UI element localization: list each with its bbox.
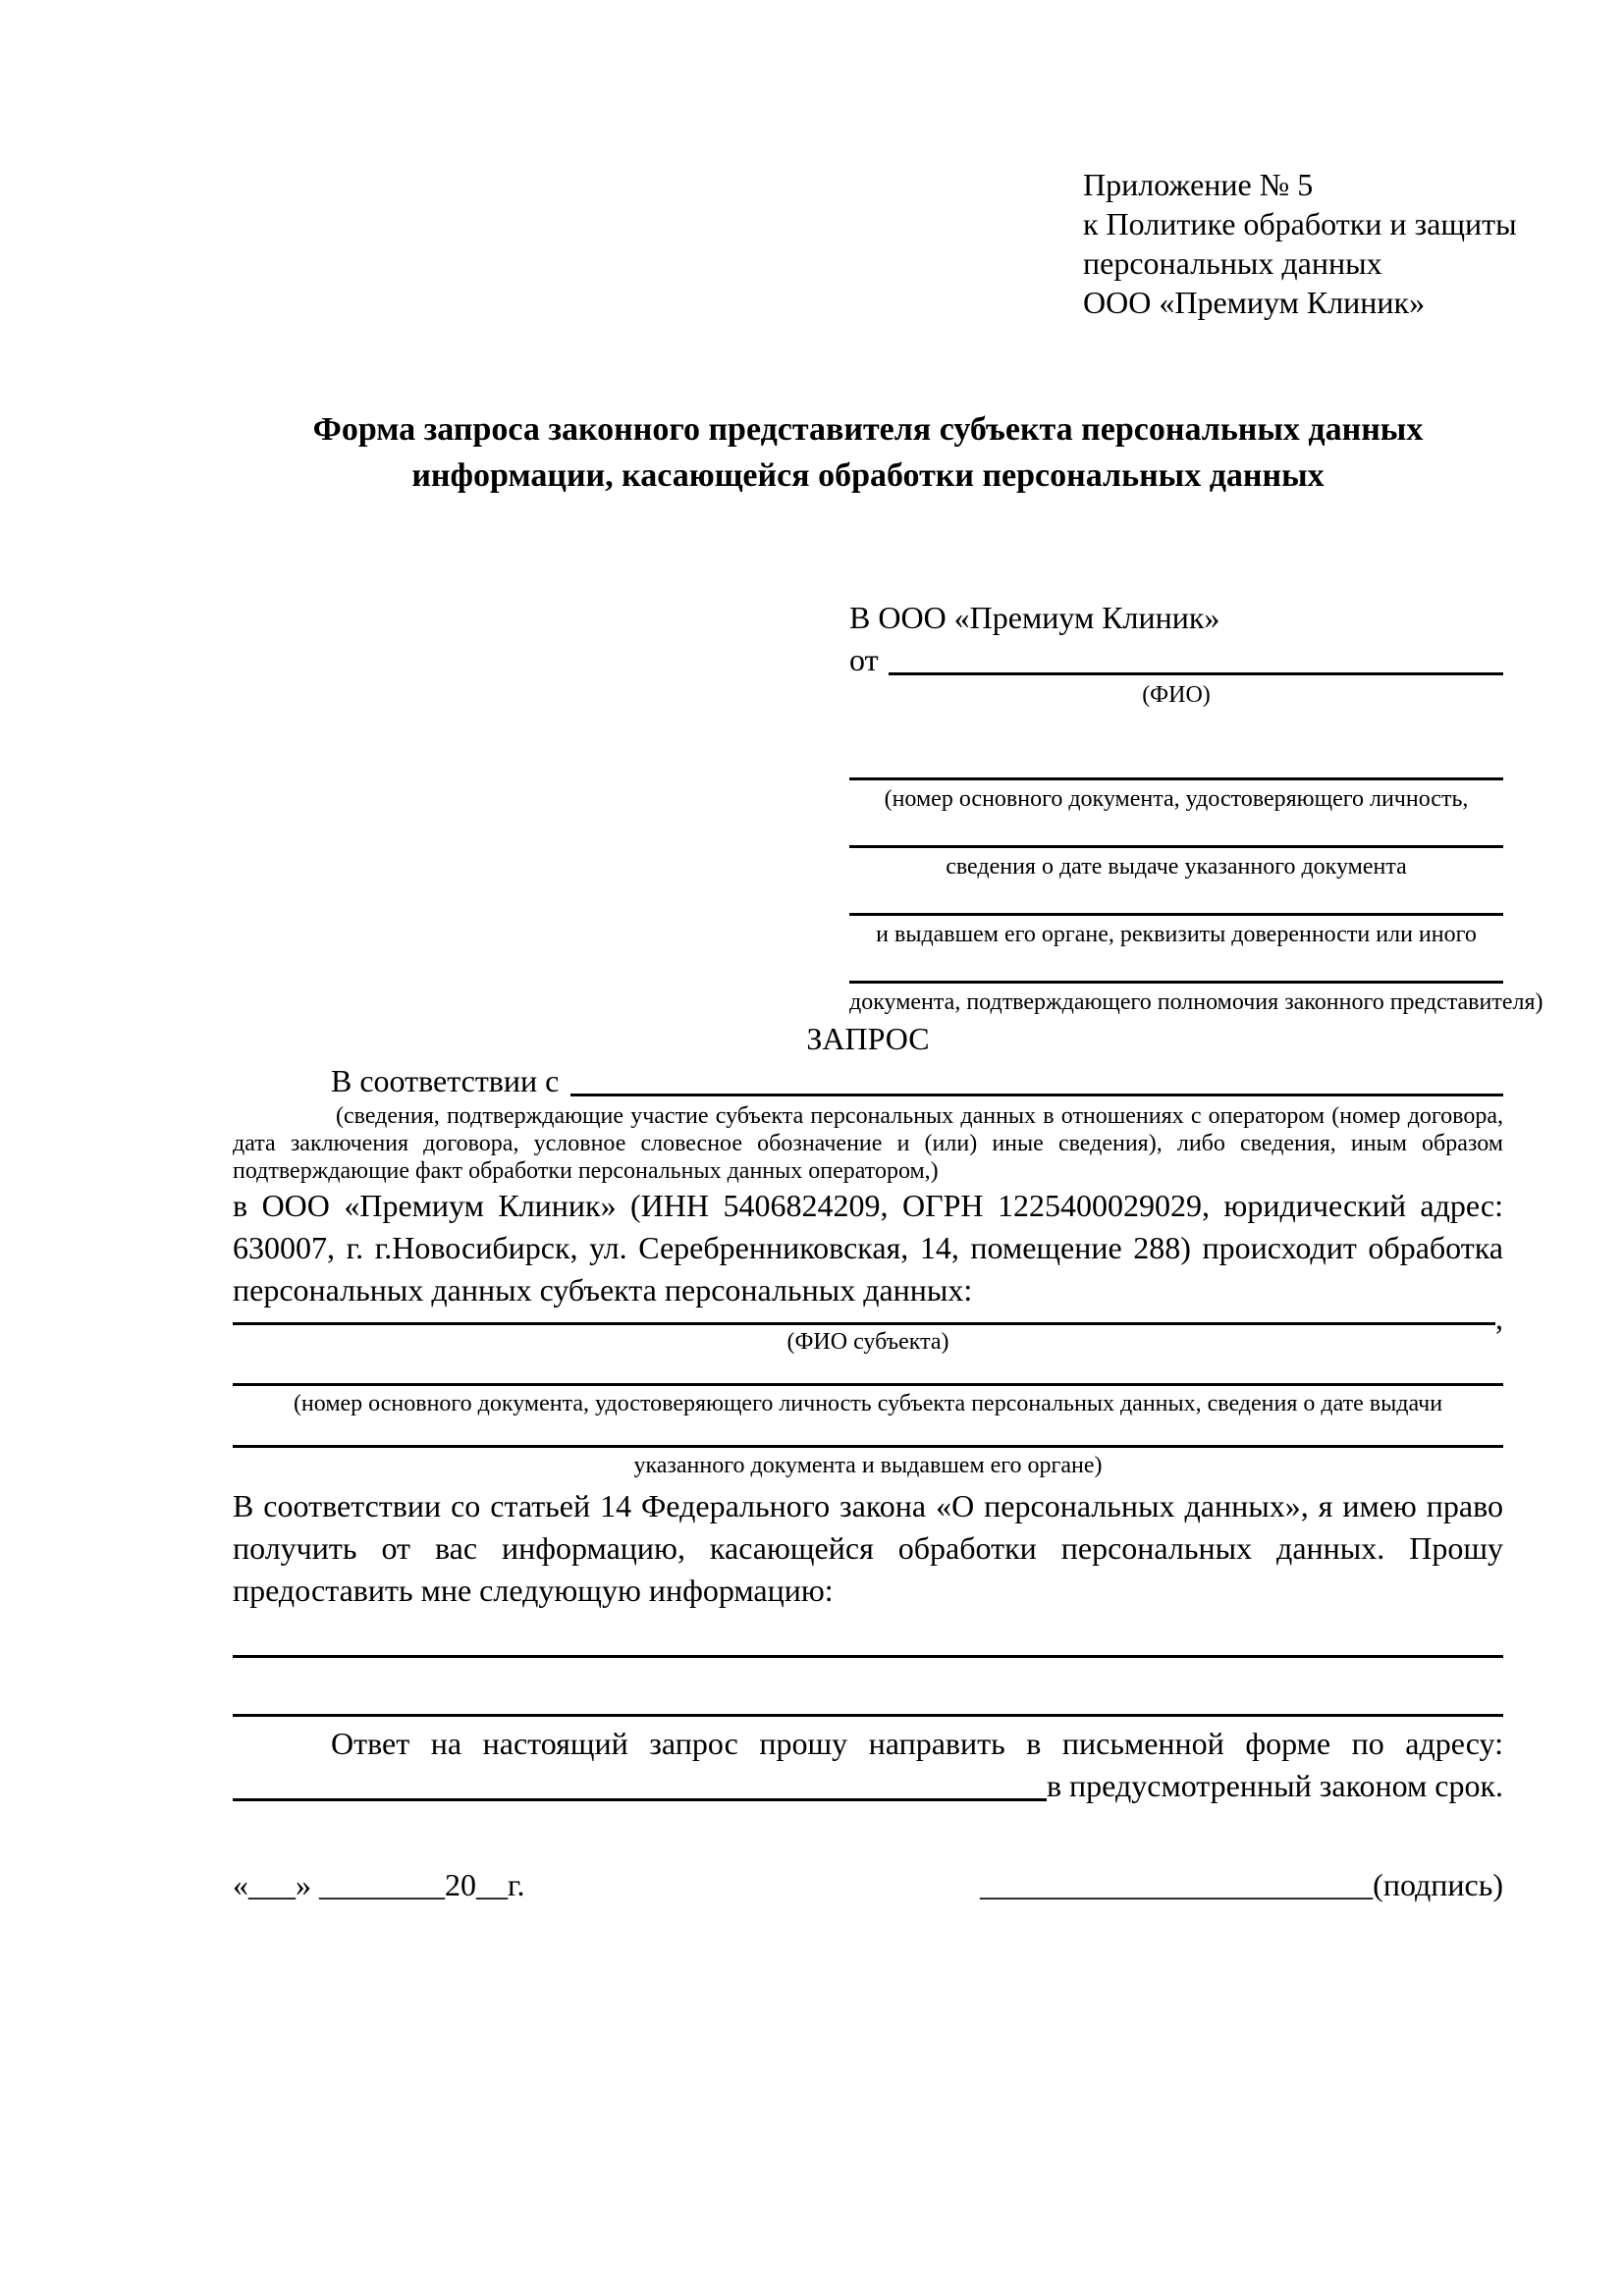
signature-caption: (подпись) (1373, 1867, 1503, 1902)
form-title-line-2: информации, касающейся обработки персональных данных (411, 457, 1325, 494)
relation-details-caption: (сведения, подтверждающие участие субъекта персональных данных в отношениях с оператором (номер договора, дата заключения договора, условное словесное обозначение и (или) иные сведения), либо сведения, иным образом подтверждающие факт обработки персональных данных оператором,) (233, 1103, 1503, 1184)
subject-doc-blank-line-2 (233, 1445, 1503, 1448)
representative-doc-caption-2: сведения о дате выдаче указанного документа (946, 854, 1407, 880)
from-row (849, 639, 1503, 681)
appendix-org-name: ООО «Премиум Клиник» (1083, 285, 1426, 320)
signature-blank-line: _________________________ (980, 1867, 1374, 1902)
date-blank-text: «___» ________20__г. (233, 1867, 525, 1902)
representative-doc-blank-line-4 (849, 981, 1503, 984)
representative-doc-blank-line-2 (849, 845, 1503, 848)
subject-fio-blank-line (233, 1322, 1495, 1325)
reply-tail-text: в предусмотренный законом срок. (1046, 1768, 1503, 1803)
representative-doc-caption-1: (номер основного документа, удостоверяющего личность, (884, 786, 1469, 812)
signature-area (980, 1864, 1503, 1906)
subject-fio-trailing-comma: , (1495, 1301, 1503, 1336)
date-signature-row (233, 1864, 1503, 1906)
relation-details-blank-line (570, 1094, 1503, 1096)
appendix-header (1083, 165, 1517, 322)
subject-doc-caption-2: указанного документа и выдавшем его органе) (633, 1453, 1103, 1478)
representative-name-blank-line (889, 672, 1503, 675)
request-heading: ЗАПРОС (806, 1021, 930, 1056)
reply-paragraph: Ответ на настоящий запрос прошу направить в письменной форме по адресу: (331, 1726, 1503, 1761)
reply-address-blank-line (233, 1798, 1047, 1801)
appendix-policy-line: к Политике обработки и защиты (1083, 206, 1517, 241)
subject-fio-row (233, 1301, 1503, 1336)
appendix-policy-line-2: персональных данных (1083, 245, 1382, 281)
representative-doc-caption-3: и выдавшем его органе, реквизиты доверенности или иного (876, 922, 1477, 947)
from-label: от (849, 642, 879, 677)
representative-doc-blank-line-1 (849, 777, 1503, 780)
intro-row (233, 1060, 1503, 1102)
addressee-block (849, 597, 1543, 1016)
form-title (233, 406, 1503, 499)
form-title-line-1: Форма запроса законного представителя субъекта персональных данных (312, 411, 1424, 448)
subject-doc-blank-line-1 (233, 1383, 1503, 1386)
document-content (233, 165, 1543, 1906)
operator-paragraph: в ООО «Премиум Клиник» (ИНН 5406824209, ОГРН 1225400029029, юридический адрес: 630007, г. г.Новосибирск, ул. Серебренниковская, 14, помещение 288) происходит обработка персональных данных субъекта персональных данных: (233, 1188, 1503, 1308)
representative-doc-caption-4: документа, подтверждающего полномочия законного представителя) (849, 989, 1543, 1015)
appendix-number: Приложение № 5 (1083, 167, 1314, 202)
law-paragraph: В соответствии со статьей 14 Федерального закона «О персональных данных», я имею право получить от вас информацию, касающейся обработки персональных данных. Прошу предоставить мне следующую информацию: (233, 1488, 1503, 1608)
subject-fio-caption: (ФИО субъекта) (786, 1329, 949, 1355)
reply-address-row (233, 1765, 1503, 1807)
fio-caption: (ФИО) (1142, 682, 1211, 708)
intro-label: В соответствии с (331, 1063, 560, 1098)
addressee-organization: В ООО «Премиум Клиник» (849, 600, 1220, 635)
requested-info-blank-line-2 (233, 1714, 1503, 1717)
representative-doc-blank-line-3 (849, 913, 1503, 916)
subject-doc-caption-1: (номер основного документа, удостоверяющего личность субъекта персональных данных, сведения о дате выдачи (293, 1391, 1443, 1416)
requested-info-blank-line-1 (233, 1655, 1503, 1658)
